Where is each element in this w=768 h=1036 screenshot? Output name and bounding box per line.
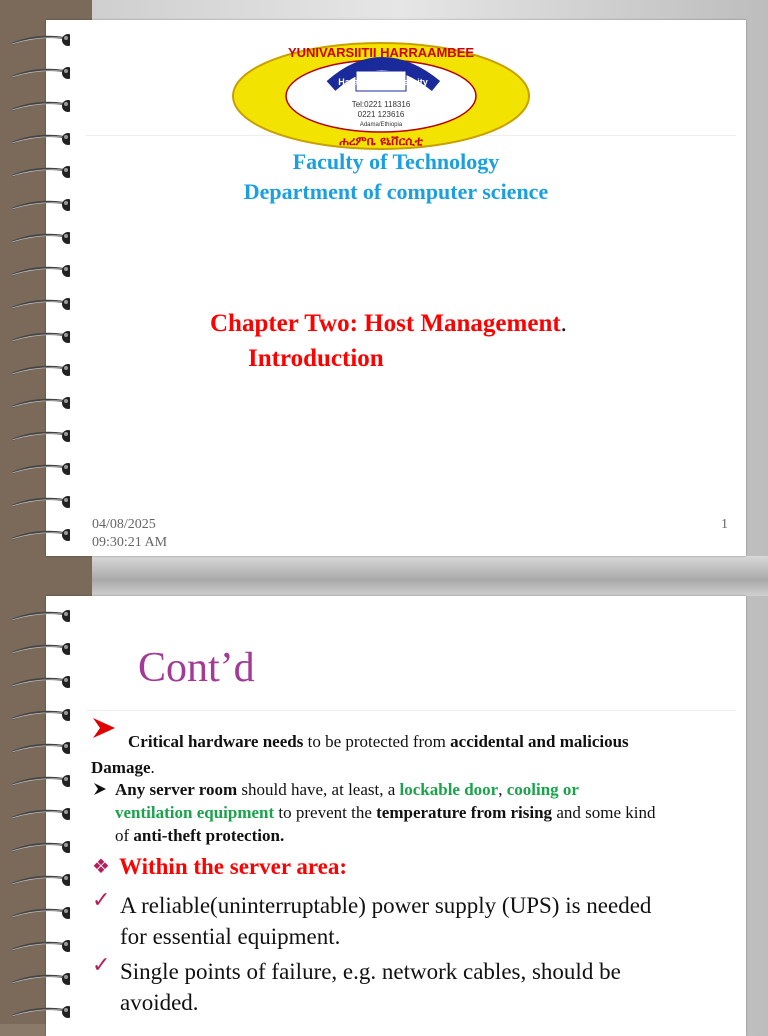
bullet-1-line-1 [128, 730, 629, 753]
checkmark-icon: ✓ [92, 952, 111, 977]
slide-time: 09:30:21 AM [92, 535, 168, 550]
introduction-title: Introduction [248, 345, 384, 372]
text: , [498, 780, 507, 799]
text: should have, at least, a [237, 780, 400, 799]
spiral-ring [6, 641, 70, 655]
spiral-ring [6, 938, 70, 952]
faculty-title: Faculty of Technology [292, 149, 500, 174]
logo-city: Adama/Ethiopia [359, 122, 403, 128]
item-2-line-2: avoided. [120, 990, 199, 1015]
spiral-ring [6, 428, 70, 442]
text-green: cooling or [506, 780, 579, 799]
slide-2 [46, 596, 746, 1036]
text-bold: accidental and malicious [450, 732, 629, 751]
spiral-ring [6, 230, 70, 244]
spiral-ring [6, 362, 70, 376]
text: to prevent the [274, 803, 377, 822]
spiral-ring [6, 839, 70, 853]
diamond-bullet-icon: ❖ [92, 856, 110, 878]
text-green: lockable door [399, 780, 499, 799]
text: and some kind [552, 803, 656, 822]
text-bold: temperature from rising [376, 803, 553, 822]
spiral-ring [6, 608, 70, 622]
chapter-title [210, 310, 567, 338]
logo-tel-2: 0221 123616 [357, 110, 405, 119]
spiral-ring [6, 971, 70, 985]
text-bold: anti-theft protection. [133, 826, 285, 845]
divider [86, 710, 736, 711]
spiral-ring [6, 263, 70, 277]
spiral-ring [6, 806, 70, 820]
text-bold: Any server room [115, 780, 238, 799]
text-bold: Critical hardware needs [128, 732, 304, 751]
spiral-ring [6, 197, 70, 211]
spiral-ring [6, 674, 70, 688]
spiral-ring [6, 65, 70, 79]
spiral-ring [6, 872, 70, 886]
logo-banner: Harambee University [338, 77, 428, 87]
bullet-1-line-2 [91, 756, 155, 779]
slide-number: 1 [721, 517, 728, 532]
arrow-bullet-icon [91, 716, 117, 740]
checkmark-icon: ✓ [92, 887, 111, 912]
spiral-ring [6, 707, 70, 721]
spiral-ring [6, 329, 70, 343]
slide-date: 04/08/2025 [92, 517, 156, 532]
chapter-title-text: Chapter Two: Host Management [210, 310, 561, 337]
spiral-ring [6, 32, 70, 46]
spiral-ring [6, 98, 70, 112]
spiral-ring [6, 494, 70, 508]
spiral-ring [6, 395, 70, 409]
text-green: ventilation equipment [115, 803, 275, 822]
text: of [115, 826, 134, 845]
item-2-line-1: Single points of failure, e.g. network cables, should be [120, 959, 621, 984]
logo-ring-text: YUNIVARSIITII HARRAAMBEE [287, 45, 475, 60]
spiral-ring [6, 527, 70, 541]
university-logo [231, 41, 531, 151]
item-1-line-2: for essential equipment. [120, 924, 341, 949]
item-1-line-1: A reliable(uninterruptable) power supply (UPS) is needed [120, 893, 652, 918]
spiral-ring [6, 905, 70, 919]
spiral-ring [6, 1004, 70, 1018]
logo-tel-1: Tel:0221 118316 [351, 100, 411, 109]
spiral-ring [6, 296, 70, 310]
spiral-ring [6, 131, 70, 145]
department-title: Department of computer science [243, 179, 549, 204]
slide-1 [46, 20, 746, 556]
logo-ring-text-amharic: ሐረምቤ ዩኒቨርሲቲ [339, 134, 423, 148]
text: to be protected from [303, 732, 451, 751]
spiral-ring [6, 461, 70, 475]
spiral-ring [6, 164, 70, 178]
slide-gap [92, 556, 768, 596]
small-arrow-bullet-icon [93, 782, 107, 796]
chapter-title-dot: . [560, 310, 567, 337]
bullet-2 [115, 778, 735, 847]
text-bold: Damage [91, 758, 151, 777]
spiral-ring [6, 740, 70, 754]
slide-title: Cont’d [138, 645, 255, 691]
text: . [150, 758, 155, 777]
spiral-ring [6, 773, 70, 787]
section-heading: Within the server area: [119, 854, 348, 879]
